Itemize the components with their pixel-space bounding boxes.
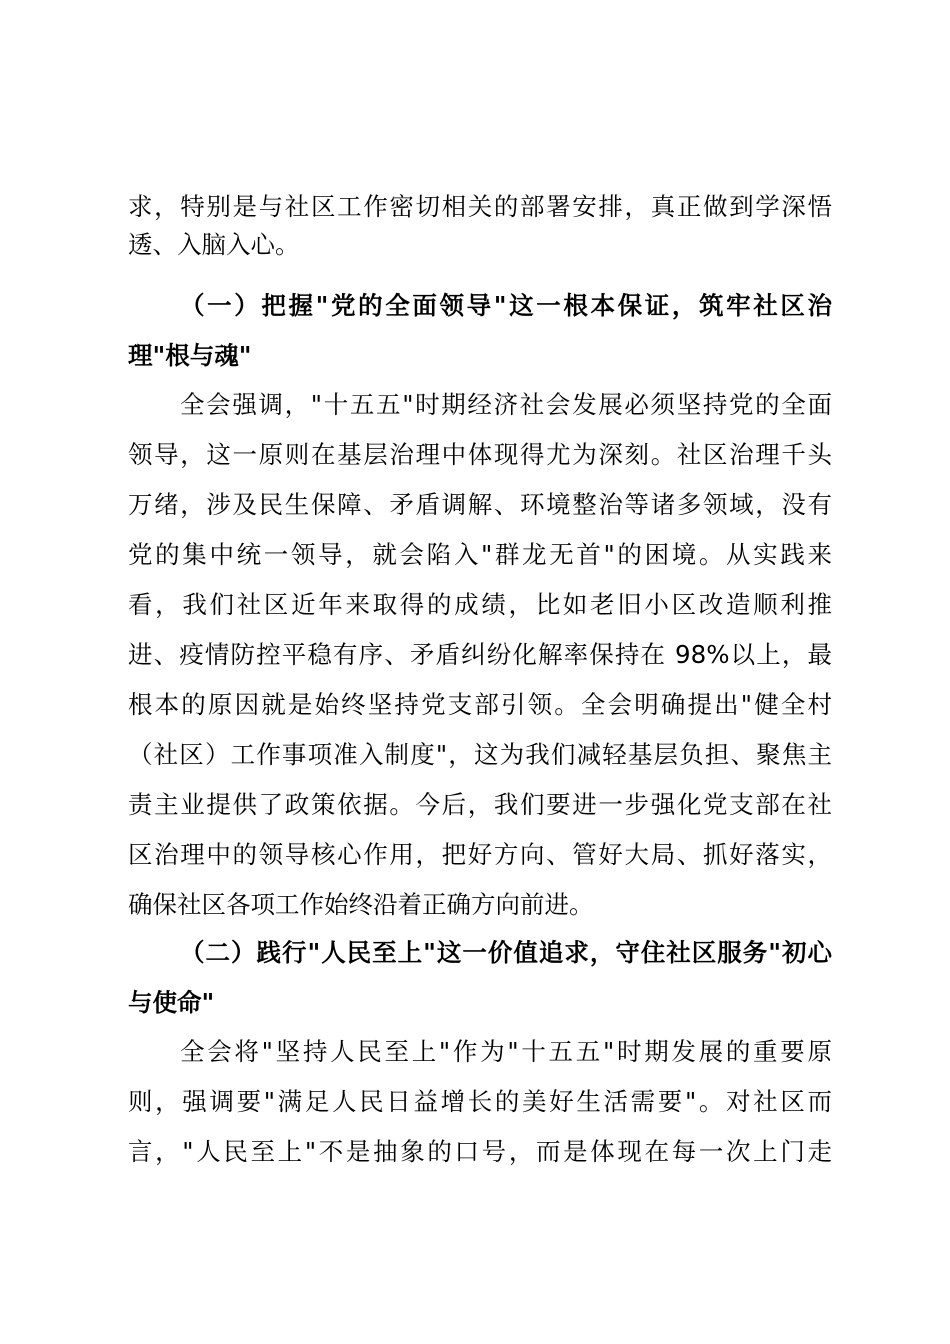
body-line: 万绪，涉及民生保障、矛盾调解、环境整治等诸多领域，没有: [128, 490, 832, 519]
body-line: 根本的原因就是始终坚持党支部引领。全会明确提出"健全村: [128, 690, 832, 719]
section-heading-1-cont: 理"根与魂": [128, 341, 252, 370]
body-line: 看，我们社区近年来取得的成绩，比如老旧小区改造顺利推: [128, 590, 832, 619]
body-line: 则，强调要"满足人民日益增长的美好生活需要"。对社区而: [128, 1087, 832, 1116]
body-line: 全会强调，"十五五"时期经济社会发展必须坚持党的全面: [180, 390, 832, 419]
body-line: 全会将"坚持人民至上"作为"十五五"时期发展的重要原: [180, 1037, 832, 1066]
section-heading-2-cont: 与使命": [128, 988, 215, 1017]
body-line: 透、入脑入心。: [128, 230, 300, 259]
section-heading-1: （一）把握"党的全面领导"这一根本保证，筑牢社区治: [180, 291, 832, 320]
body-line: 确保社区各项工作始终沿着正确方向前进。: [128, 890, 594, 919]
section-heading-2: （二）践行"人民至上"这一价值追求，守住社区服务"初心: [180, 938, 832, 967]
body-line: 进、疫情防控平稳有序、矛盾纠纷化解率保持在 98%以上，最: [128, 640, 832, 669]
body-line: 求，特别是与社区工作密切相关的部署安排，真正做到学深悟: [128, 192, 832, 221]
body-line: 领导，这一原则在基层治理中体现得尤为深刻。社区治理千头: [128, 440, 832, 469]
body-line: 区治理中的领导核心作用，把好方向、管好大局、抓好落实，: [128, 840, 832, 869]
body-line: 党的集中统一领导，就会陷入"群龙无首"的困境。从实践来: [128, 540, 832, 569]
body-line: （社区）工作事项准入制度"，这为我们减轻基层负担、聚焦主: [128, 740, 832, 769]
body-line: 责主业提供了政策依据。今后，我们要进一步强化党支部在社: [128, 790, 832, 819]
body-line: 言，"人民至上"不是抽象的口号，而是体现在每一次上门走: [128, 1137, 832, 1166]
